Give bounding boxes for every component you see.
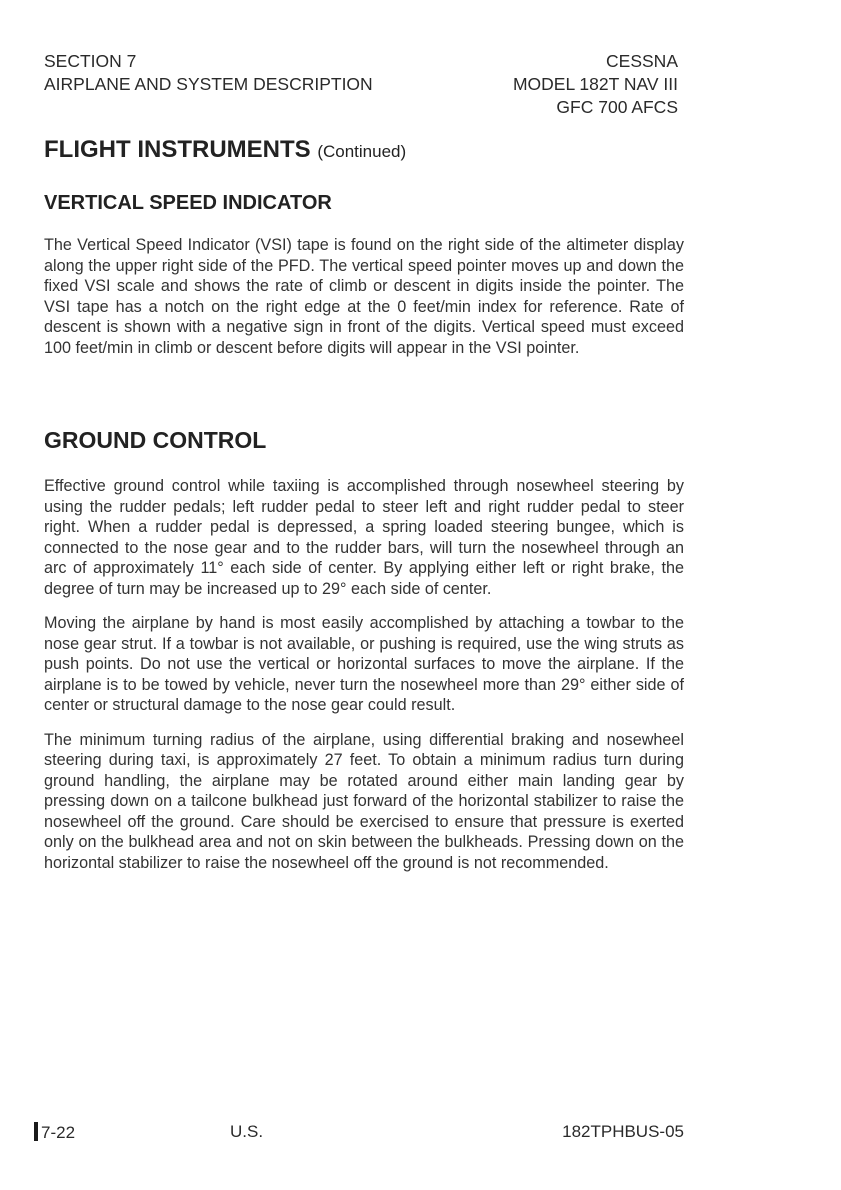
footer-edition: U.S.: [230, 1122, 264, 1141]
revision-bar: [34, 1122, 38, 1141]
ground-control-heading: GROUND CONTROL: [44, 427, 267, 453]
ground-control-paragraph-1: Effective ground control while taxiing is accomplished through nosewheel steering by using the rudder pedals; left rudder pedal to steer left and right rudder pedal to steer right. When a rudder pedal is depressed, a spring loaded steering bungee, which is connected to the nose gear and to the rudder bars, will turn the nosewheel through an arc of approximately 11° each side of center. By applying either left or right brake, the degree of turn may be increased up to 29° each side of center.: [44, 477, 684, 598]
footer-page-number: [34, 1122, 75, 1143]
model-label: MODEL 182T NAV III: [512, 74, 678, 94]
footer-document-id: 182TPHBUS-05: [562, 1122, 684, 1141]
vsi-heading: VERTICAL SPEED INDICATOR: [44, 192, 332, 214]
afcs-label: GFC 700 AFCS: [556, 97, 678, 117]
page-title-continued: (Continued): [317, 142, 407, 161]
ground-control-paragraph-2: Moving the airplane by hand is most easily accomplished by attaching a towbar to the nose gear strut. If a towbar is not available, or pushing is required, use the wing struts as push points. Do not use the vertical or horizontal surfaces to move the airplane. If the airplane is to be towed by vehicle, never turn the nosewheel more than 29° either side of center or structural damage to the nose gear could result.: [44, 614, 684, 714]
section-label: SECTION 7: [44, 51, 137, 71]
ground-control-paragraph-3: The minimum turning radius of the airplane, using differential braking and nosewheel steering during taxi, is approximately 27 feet. To obtain a minimum radius turn during ground handling, the airplane may be rotated around either main landing gear by pressing down on a tailcone bulkhead just forward of the horizontal stabilizer to raise the nosewheel off the ground. Care should be exercised to ensure that pressure is exerted only on the bulkhead area and not on skin between the bulkheads. Pressing down on the horizontal stabilizer to raise the nosewheel off the ground is not recommended.: [44, 730, 684, 872]
section-title: AIRPLANE AND SYSTEM DESCRIPTION: [44, 74, 373, 94]
page-number-text: 7-22: [41, 1123, 76, 1142]
manufacturer-label: CESSNA: [606, 51, 678, 71]
page-title: [44, 136, 406, 164]
page-title-main: FLIGHT INSTRUMENTS: [44, 136, 311, 163]
header-right: [513, 50, 678, 119]
header-left: [44, 50, 373, 96]
vsi-paragraph: The Vertical Speed Indicator (VSI) tape is found on the right side of the altimeter display along the upper right side of the PFD. The vertical speed pointer moves up and down the fixed VSI scale and shows the rate of climb or descent in digits inside the pointer. The VSI tape has a notch on the right edge at the 0 feet/min index for reference. Rate of descent is shown with a negative sign in front of the digits. Vertical speed must exceed 100 feet/min in climb or descent before digits will appear in the VSI pointer.: [44, 236, 684, 357]
vsi-section: [44, 192, 684, 358]
ground-control-section: [44, 427, 684, 873]
